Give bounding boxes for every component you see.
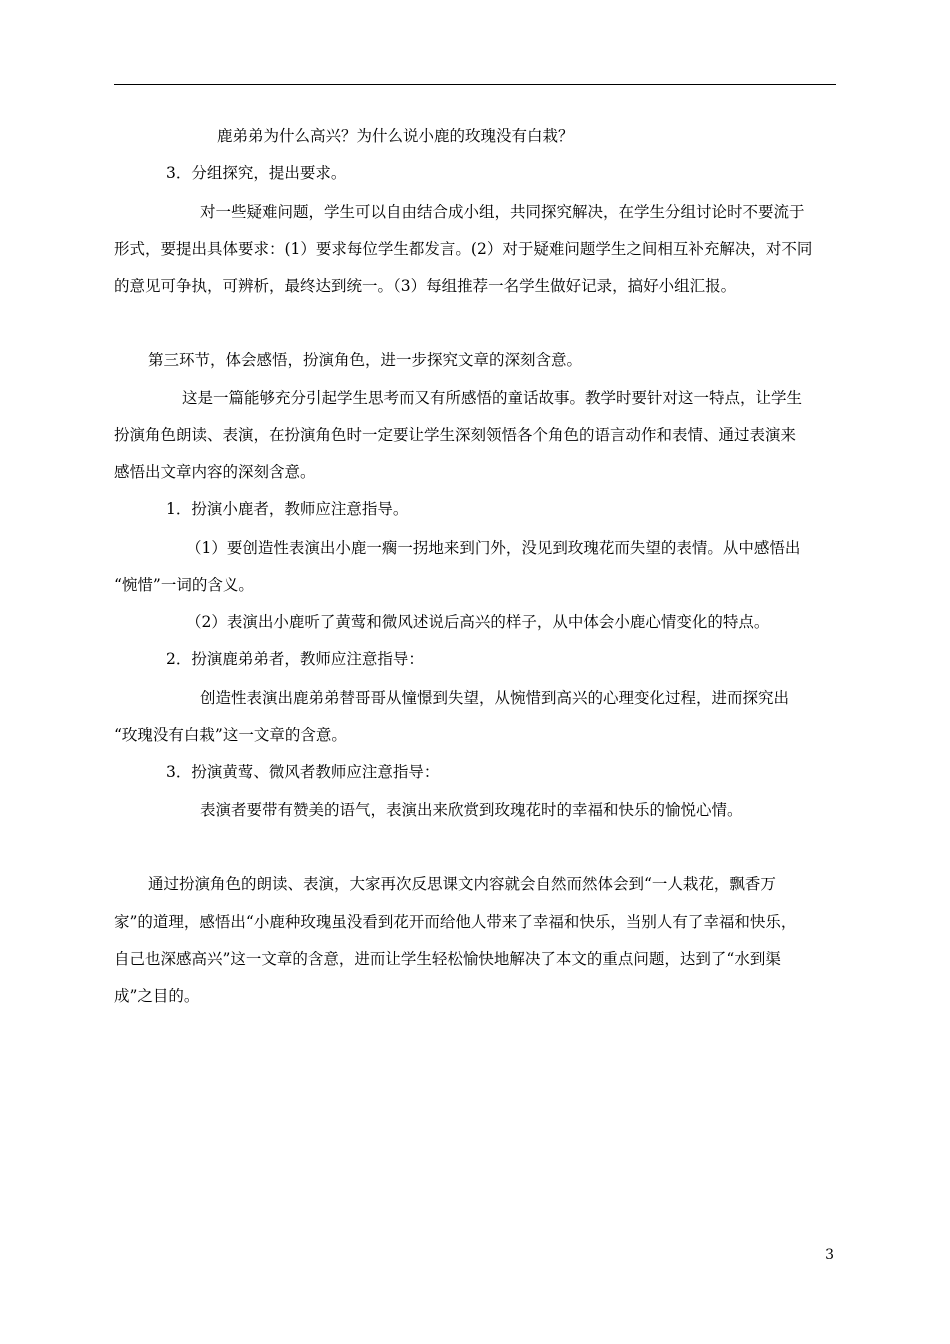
text-line: 通过扮演角色的朗读、表演，大家再次反思课文内容就会自然而然体会到“一人栽花，飘香万 [148,875,776,893]
text-line: 的意见可争执，可辨析，最终达到统一。（3）每组推荐一名学生做好记录，搞好小组汇报。 [114,277,737,295]
list-item-heading: 3．扮演黄莺、微风者教师应注意指导： [166,763,440,781]
text-line: 创造性表演出鹿弟弟替哥哥从憧憬到失望，从惋惜到高兴的心理变化过程，进而探究出 [200,689,790,707]
text-line: 扮演角色朗读、表演，在扮演角色时一定要让学生深刻领悟各个角色的语言动作和表情、通过表演来 [114,426,797,444]
list-item-heading: 1．扮演小鹿者，教师应注意指导。 [166,500,409,518]
text-line: 自己也深感高兴”这一文章的含意，进而让学生轻松愉快地解决了本文的重点问题，达到了“水到渠 [114,950,781,968]
section-heading: 第三环节，体会感悟，扮演角色，进一步探究文章的深刻含意。 [148,351,583,369]
text-line: 家”的道理，感悟出“小鹿种玫瑰虽没看到花开而给他人带来了幸福和快乐，当别人有了幸福和快乐， [114,913,797,931]
text-line: “玫瑰没有白栽”这一文章的含意。 [114,726,347,744]
list-item-heading: 3．分组探究，提出要求。 [166,164,347,182]
text-line: （2）表演出小鹿听了黄莺和微风述说后高兴的样子，从中体会小鹿心情变化的特点。 [186,613,770,631]
text-line: （1）要创造性表演出小鹿一瘸一拐地来到门外，没见到玫瑰花而失望的表情。从中感悟出 [186,539,801,557]
text-line: 鹿弟弟为什么高兴？为什么说小鹿的玫瑰没有白栽？ [217,127,574,145]
text-line: 成”之目的。 [114,987,200,1005]
page-number: 3 [825,1247,834,1263]
text-line: 表演者要带有赞美的语气，表演出来欣赏到玫瑰花时的幸福和快乐的愉悦心情。 [200,801,743,819]
text-line: 对一些疑难问题，学生可以自由结合成小组，共同探究解决，在学生分组讨论时不要流于 [200,203,805,221]
text-line: “惋惜”一词的含义。 [114,576,254,594]
list-item-heading: 2．扮演鹿弟弟者，教师应注意指导： [166,650,424,668]
text-line: 形式，要提出具体要求：(1）要求每位学生都发言。(2）对于疑难问题学生之间相互补充解决，对不同 [114,240,813,258]
header-rule [114,84,836,85]
text-line: 感悟出文章内容的深刻含意。 [114,463,316,481]
text-line: 这是一篇能够充分引起学生思考而又有所感悟的童话故事。教学时要针对这一特点，让学生 [182,389,803,407]
